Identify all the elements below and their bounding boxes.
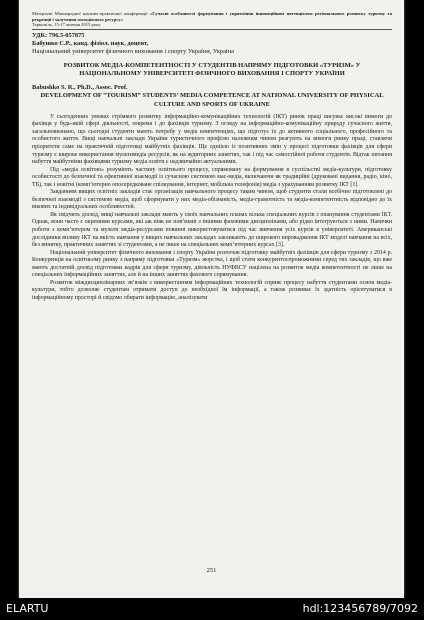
author-block (32, 40, 392, 57)
paragraph-5: Національний університет фізичного виховання і спорту України розпочав підготовку майбутніх фахівців для сфери туризму з 2014 р. Конкуренція на освітньому ринку з напряму підготовки «Туризм» жорстка, і щоб стати конкурентоспроможними серед тих закладів, що вже мають достатній досвід підготовки кадрів для сфери туризму, діяльність НУФВСУ націлена на розвиток медіа компетентності не лише на спеціальних інформаційних заняттях, але й на інших заняттях фахового спрямування. (32, 249, 392, 279)
conference-name: Матеріали Міжнародної науково-практичної конференції (32, 11, 148, 16)
repository-footer (0, 598, 424, 620)
paragraph-3: Завданням вищих освітніх закладів стає організація навчального процесу таким чином, щоб студенти стали всебічно підготовлені до безпечної взаємодії з системою медіа, щоб сформувати у них медіа-обізнаність, медіа-грамотність та медіа-компетентність відповідно до їх вікових та індивідуальних особливостей. (32, 189, 392, 211)
title-ua: РОЗВИТОК МЕДІА-КОМПЕТЕНТНОСТІ У СТУДЕНТІВ НАПРЯМУ ПІДГОТОВКИ «ТУРИЗМ» У НАЦІОНАЛЬНОМУ УНІВЕРСИТЕТІ ФІЗИЧНОГО ВИХОВАННЯ І СПОРТУ УКРАЇНИ (63, 61, 361, 77)
page-number: 251 (206, 567, 217, 574)
author-name-ua: Бабушко С.Р., канд. фізіол. наук, доцент, (32, 39, 149, 47)
repository-name: ELARTU (6, 602, 49, 615)
handle-id[interactable]: hdl:123456789/7092 (302, 602, 418, 615)
header-rule (32, 29, 392, 30)
running-header (32, 11, 392, 28)
paragraph-6: Розвиток міждисциплінарних зв’язків з використанням інформаційних технологій сприяє процесу набуття студентами основ медіа-культури, тобто дозволяє студентам отримати доступ до необхідної їм інформації, а також розвиває їх здатність орієнтуватися в інформаційному просторі й свідомо обирати інформацію, аналізувати (32, 279, 392, 301)
document-page (19, 0, 404, 598)
paragraph-1: У сьогоденних умовах стрімкого розвитку інформаційно-комунікаційних технологій (ІКТ) ринок праці висуває високі вимоги до фахівця у будь-якій сфері діяльності, зокрема і до фахівців туризму. З огляду на інформаційно-комунікаційну природу сучасного життя, загальновизнано, що сьогодні студенти мають потребу у медіа компетенціях, що підготує їх до активного соціального, професійного та особистого життя. Вищі навчальні заклади України туристичного профілю належним чином реагують на вимоги ринку праці, ставлячи пріоритети саме на практичній підготовці майбутніх фахівців. Ще одніією із позитивних змін у процесі підготовки фахівців для сфери туризму є широке використання мультимедіа ресурсів, як на аудиторних заняттях, так і під час самостійної роботи студентів. Відтак питання набуття майбутніми фахівцями туризму медіа освіти є надзвичайно актуальними. (32, 113, 392, 166)
paragraph-2: Під «медіа освітою» розуміють частину освітнього процесу, спрямовану на формування в суспільстві медіа-культури, підготовку особистості до безпечної та ефективної взаємодії із сучасною системою мас-медіа, включаючи як традиційні (друковані видання, радіо, кіно, ТБ), так і новітні (комп’ютерно опосередковане спілкування, інтернет, мобільна телефонія) медіа з урахуванням розвитку ІКТ [1]. (32, 166, 392, 188)
udk-code: УДК: 796.5-057875 (32, 31, 85, 39)
article-body (32, 114, 392, 303)
title-en: DEVELOPMENT OF “TOURISM” STUDENTS’ MEDIA COMPETENCE AT NATIONAL UNIVERSITY OF PHYSICAL CULTURE AND SPORTS OF UKRAINE (40, 92, 384, 108)
page-content (32, 11, 392, 302)
author-affiliation: Національний університет фізичного виховання і спорту України, Україна (32, 48, 234, 56)
author-name-en: Babushko S. R., Ph.D., Assoc. Prof. (32, 84, 128, 91)
paragraph-4: Як свідчить досвід, вищі навчальні заклади мають у своїх навчальних планах кілька спеціальних курсів з опанування студентами ІКТ. Однак, вони часто є окремими курсами, які аж ніяк не пов’язані з іншими фаховими дисциплінами, або рідко інтегруються з ними. Навички роботи з комп’ютером та мульти медіа-ресурсами повинні використовуватися під час вивчення усіх курсів в університеті. Американські дослідники впливу ІКТ на якість навчання у вищих навчальних закладах закликають до широкого впровадження ІКТ моделі навчання на всіх, без винятку, практичних заняттях зі студентами, а не лише на спеціальних комп’ютерних курсах [3]. (32, 211, 392, 249)
conference-place-date: Тернопіль, 15-17 жовтня 2015 року (32, 22, 101, 28)
conference-title: «Сучасні особливості формування і управління інноваційним потенціалом регіонального розвитку туризму та рекреації і залучення молодіжного ресурсу» (32, 11, 392, 22)
